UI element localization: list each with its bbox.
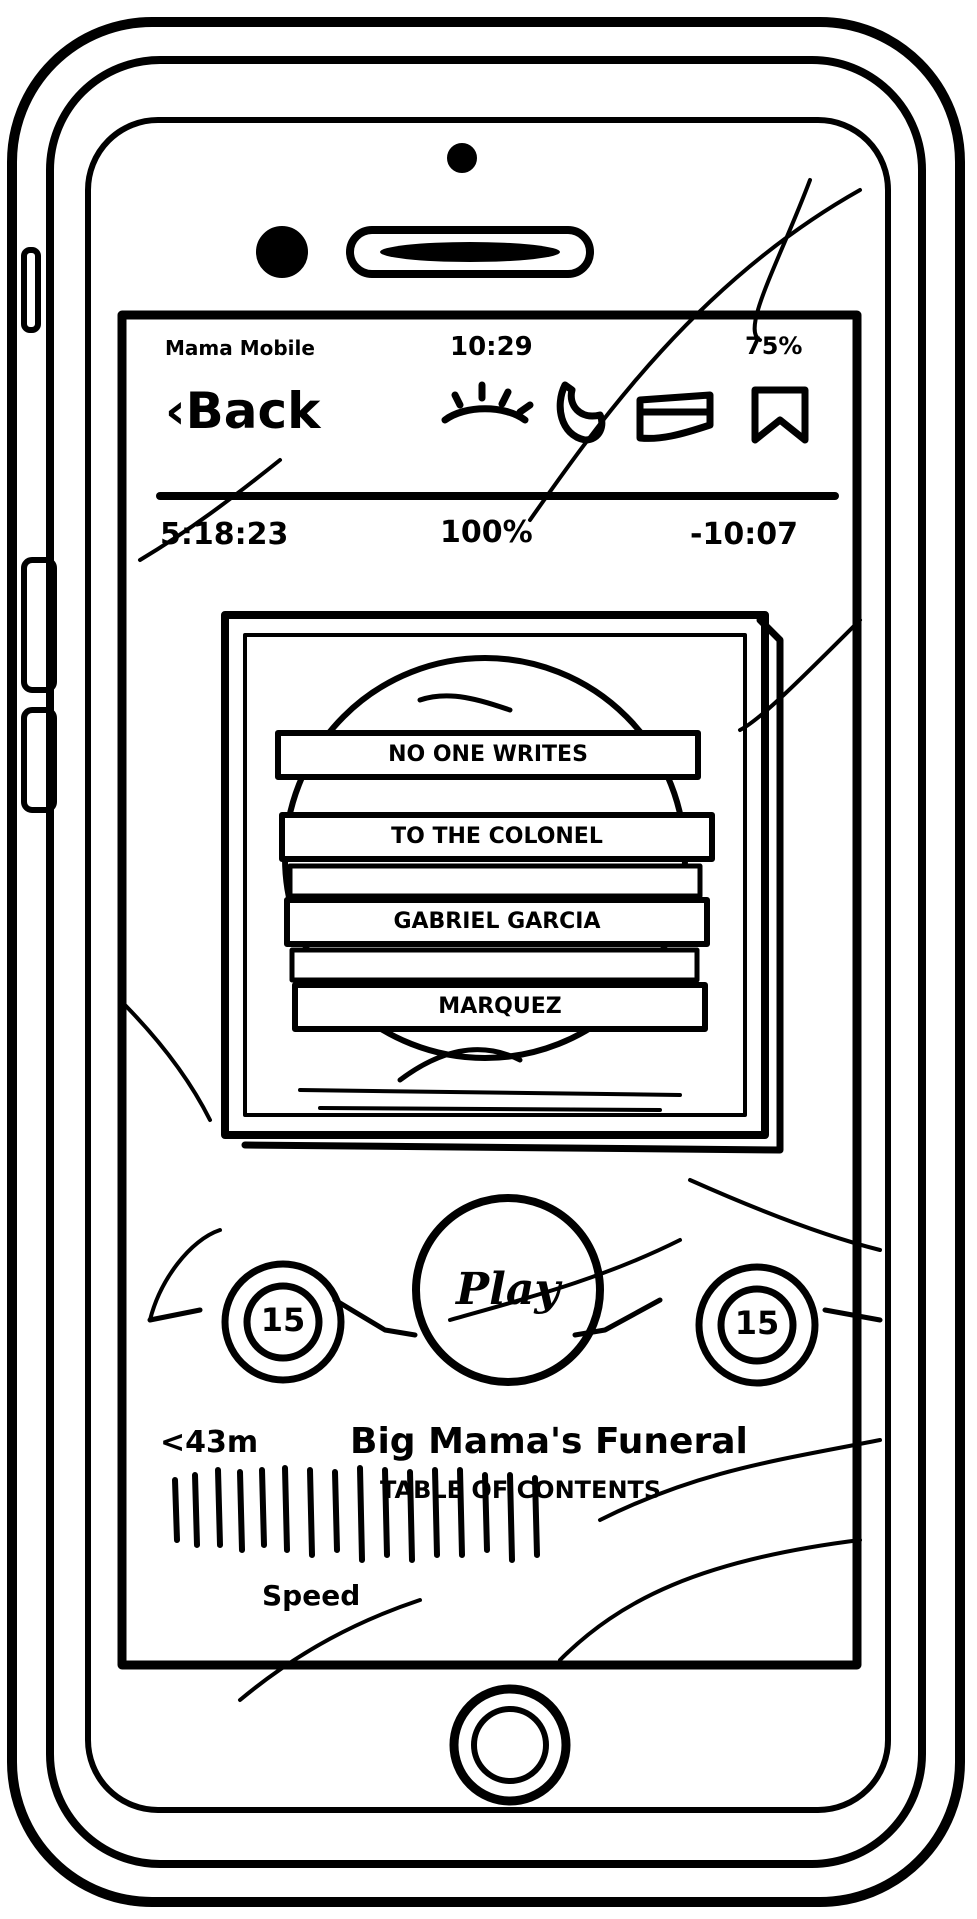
speed-label: Speed — [262, 1579, 361, 1612]
forward-15-button[interactable] — [699, 1267, 815, 1383]
table-of-contents-link[interactable]: TABLE OF CONTENTS — [380, 1476, 662, 1504]
back-label: Back — [185, 382, 321, 440]
rewind-15-button[interactable] — [225, 1264, 341, 1380]
elapsed-time: 5:18:23 — [160, 517, 289, 552]
chat-icon — [640, 395, 710, 438]
play-button[interactable] — [416, 1198, 600, 1382]
progress-percent: 100% — [440, 515, 533, 550]
rewind-15-label: 15 — [260, 1301, 306, 1339]
side-button-top — [24, 250, 38, 330]
play-label: Play — [456, 1264, 560, 1315]
cover-line-3: GABRIEL GARCIA — [393, 909, 601, 934]
front-camera-icon — [258, 228, 306, 276]
speed-slider[interactable] — [170, 1465, 545, 1565]
home-button-icon — [454, 1689, 566, 1801]
progress-scrubber[interactable] — [160, 486, 835, 506]
sensor-icon — [449, 145, 475, 171]
remaining-time: -10:07 — [690, 517, 798, 552]
chapter-time-left: <43m — [160, 1425, 259, 1460]
back-chevron-icon: ‹ — [165, 382, 186, 440]
status-carrier: Mama Mobile — [165, 336, 315, 360]
cover-line-2: TO THE COLONEL — [391, 824, 603, 849]
cover-line-1: NO ONE WRITES — [388, 742, 588, 767]
status-battery: 75% — [745, 332, 803, 360]
brightness-icon — [445, 385, 530, 420]
chapter-title: Big Mama's Funeral — [350, 1421, 748, 1462]
night-mode-icon — [560, 385, 602, 440]
cover-line-4: MARQUEZ — [438, 994, 562, 1019]
forward-15-label: 15 — [734, 1304, 780, 1342]
back-button[interactable] — [165, 382, 321, 440]
status-time: 10:29 — [450, 332, 533, 362]
bookmark-icon — [755, 390, 805, 440]
